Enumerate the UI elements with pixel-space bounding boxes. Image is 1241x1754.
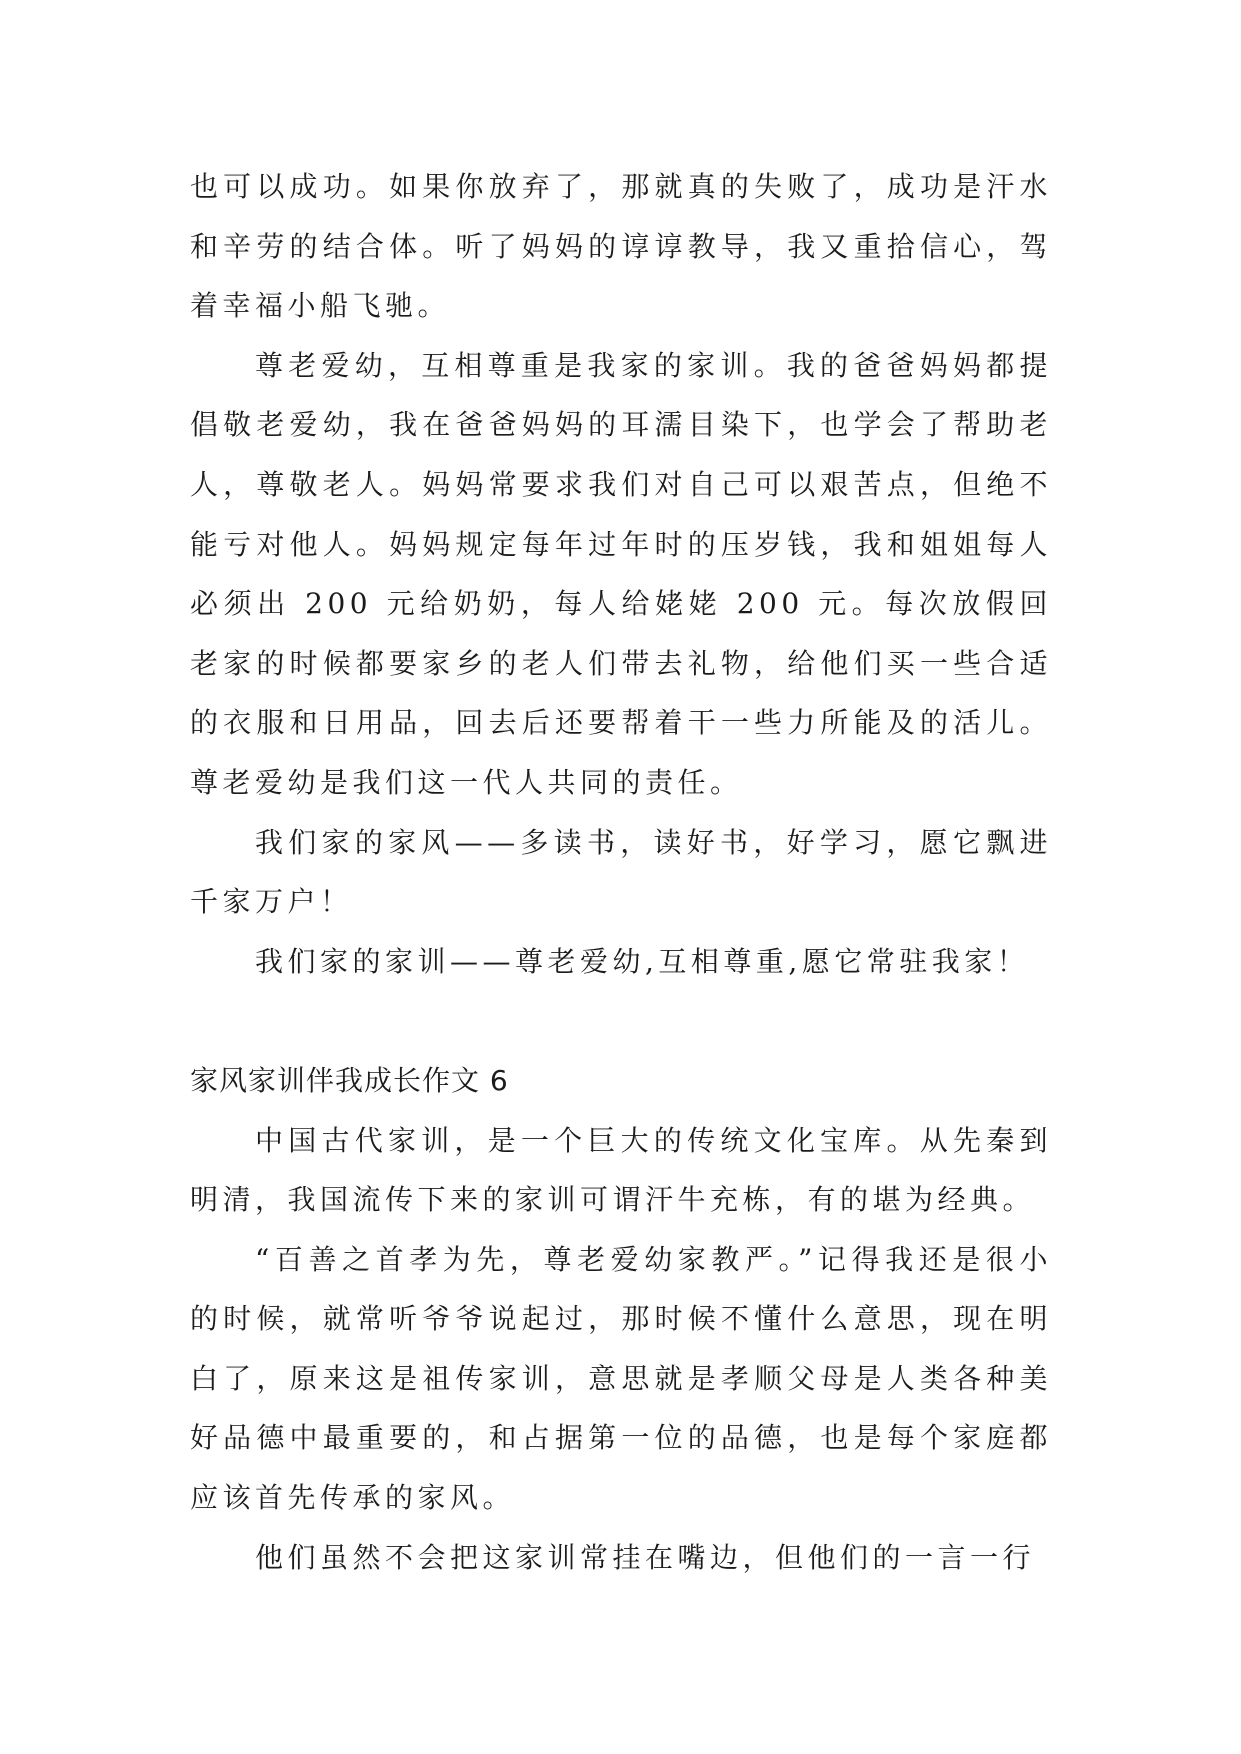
- section-title: 家风家训伴我成长作文 6: [190, 1063, 509, 1097]
- paragraph-continuation: 也可以成功。如果你放弃了，那就真的失败了，成功是汗水和辛劳的结合体。听了妈妈的谆谆教导，我又重拾信心，驾着幸福小船飞驰。: [190, 170, 1052, 323]
- section-spacer: [190, 991, 1052, 1051]
- paragraph-ancient-family-training: 中国古代家训，是一个巨大的传统文化宝库。从先秦到明清，我国流传下来的家训可谓汗牛充栋，有的堪为经典。: [190, 1123, 1052, 1217]
- paragraph-family-style: 我们家的家风——多读书，读好书，好学习，愿它飘进千家万户！: [190, 825, 1052, 919]
- document-page: [190, 157, 1052, 1587]
- paragraph-respect-elders: 尊老爱幼，互相尊重是我家的家训。我的爸爸妈妈都提倡敬老爱幼，我在爸爸妈妈的耳濡目染下，也学会了帮助老人，尊敬老人。妈妈常要求我们对自己可以艰苦点，但绝不能亏对他人。妈妈规定每年过年时的压岁钱，我和姐姐每人必须出 200 元给奶奶，每人给姥姥 200 元。每次放假回老家的时候都要家乡的老人们带去礼物，给他们买一些合适的衣服和日用品，回去后还要帮着干一些力所能及的活儿。尊老爱幼是我们这一代人共同的责任。: [190, 348, 1052, 799]
- paragraph-family-motto: 我们家的家训——尊老爱幼,互相尊重,愿它常驻我家！: [255, 944, 1030, 978]
- paragraph-words-and-deeds: 他们虽然不会把这家训常挂在嘴边，但他们的一言一行: [255, 1540, 1036, 1574]
- paragraph-filial-piety: “百善之首孝为先，尊老爱幼家教严。”记得我还是很小的时候，就常听爷爷说起过，那时候不懂什么意思，现在明白了，原来这是祖传家训，意思就是孝顺父母是人类各种美好品德中最重要的，和占据第一位的品德，也是每个家庭都应该首先传承的家风。: [190, 1242, 1052, 1515]
